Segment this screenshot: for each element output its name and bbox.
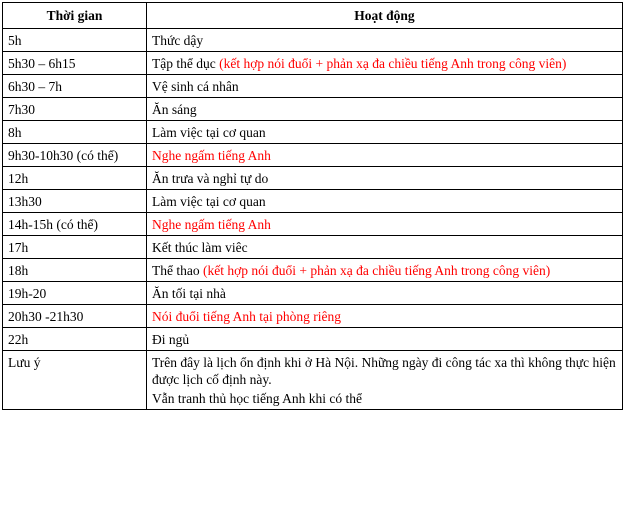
schedule-body <box>3 29 623 351</box>
row-time: 8h <box>3 121 147 144</box>
row-time: 9h30-10h30 (có thể) <box>3 144 147 167</box>
row-time: 5h <box>3 29 147 52</box>
table-row <box>3 213 623 236</box>
row-time: 19h-20 <box>3 282 147 305</box>
note-line-1: Trên đây là lịch ổn định khi ở Hà Nội. Những ngày đi công tác xa thì không thực hiện được lịch cố định này. <box>152 355 616 387</box>
row-activity-cell <box>147 167 623 190</box>
row-activity-cell <box>147 259 623 282</box>
row-activity: Làm việc tại cơ quan <box>152 194 266 209</box>
row-activity: Kết thúc làm viêc <box>152 240 248 255</box>
table-row <box>3 282 623 305</box>
row-time: 17h <box>3 236 147 259</box>
row-highlight: Nghe ngấm tiếng Anh <box>152 148 271 163</box>
row-activity-cell <box>147 213 623 236</box>
table-row <box>3 236 623 259</box>
row-time: 7h30 <box>3 98 147 121</box>
note-line-2: Vẫn tranh thủ học tiếng Anh khi có thể <box>152 391 362 406</box>
table-row <box>3 29 623 52</box>
note-content <box>147 351 623 410</box>
row-time: 13h30 <box>3 190 147 213</box>
row-highlight: Nói đuổi tiếng Anh tại phòng riêng <box>152 309 341 324</box>
row-activity-cell <box>147 328 623 351</box>
table-row <box>3 52 623 75</box>
row-activity-cell <box>147 121 623 144</box>
row-time: 14h-15h (có thể) <box>3 213 147 236</box>
header-time: Thời gian <box>3 3 147 29</box>
row-activity-cell <box>147 144 623 167</box>
row-time: 5h30 – 6h15 <box>3 52 147 75</box>
row-time: 12h <box>3 167 147 190</box>
table-row <box>3 121 623 144</box>
row-activity-cell <box>147 29 623 52</box>
row-highlight: (kết hợp nói đuổi + phản xạ đa chiều tiếng Anh trong công viên) <box>219 56 567 71</box>
row-activity: Ăn trưa và nghỉ tự do <box>152 171 269 186</box>
table-row <box>3 190 623 213</box>
row-activity-cell <box>147 305 623 328</box>
row-activity: Làm việc tại cơ quan <box>152 125 266 140</box>
table-row <box>3 305 623 328</box>
row-activity: Ăn tối tại nhà <box>152 286 226 301</box>
row-activity-cell <box>147 98 623 121</box>
table-row <box>3 167 623 190</box>
row-highlight: (kết hợp nói đuổi + phản xạ đa chiều tiếng Anh trong công viên) <box>202 263 551 278</box>
row-activity-cell <box>147 282 623 305</box>
table-row <box>3 144 623 167</box>
row-activity-cell <box>147 236 623 259</box>
row-activity-cell <box>147 190 623 213</box>
row-highlight: Nghe ngấm tiếng Anh <box>152 217 271 232</box>
row-activity: Tập thể dục <box>152 56 220 71</box>
row-activity: Thể thao <box>152 263 203 278</box>
row-time: 20h30 -21h30 <box>3 305 147 328</box>
note-label: Lưu ý <box>3 351 147 410</box>
table-row <box>3 259 623 282</box>
row-activity-cell <box>147 52 623 75</box>
table-row <box>3 75 623 98</box>
row-time: 22h <box>3 328 147 351</box>
row-activity: Thức dậy <box>152 33 204 48</box>
row-activity: Ăn sáng <box>152 102 197 117</box>
row-activity-cell <box>147 75 623 98</box>
row-activity: Đi ngủ <box>152 332 190 347</box>
header-row <box>3 3 623 29</box>
row-activity: Vệ sinh cá nhân <box>152 79 239 94</box>
note-row <box>3 351 623 410</box>
header-activity: Hoạt động <box>147 3 623 29</box>
table-row <box>3 98 623 121</box>
row-time: 18h <box>3 259 147 282</box>
table-row <box>3 328 623 351</box>
row-time: 6h30 – 7h <box>3 75 147 98</box>
schedule-table <box>2 2 623 410</box>
